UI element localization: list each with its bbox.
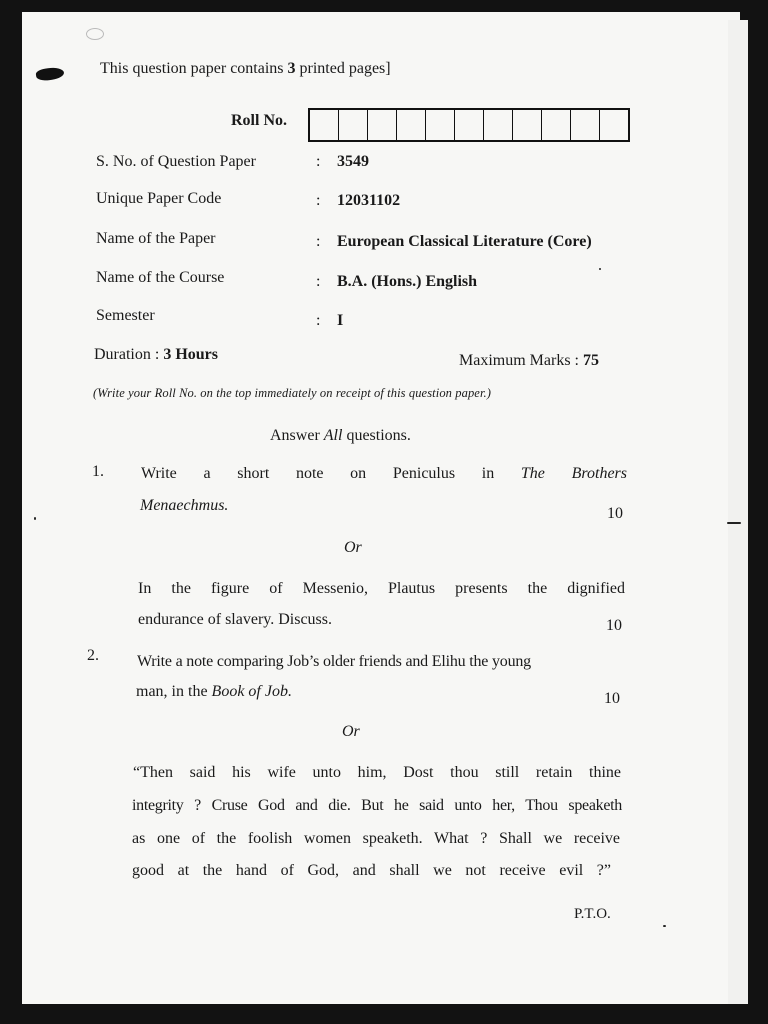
pages-count: 3 (287, 60, 296, 77)
maximum-marks-value: 75 (583, 352, 599, 369)
pages-statement (100, 60, 391, 78)
meta-label-paper-code: Unique Paper Code (96, 190, 222, 207)
question-2a-title: Book of Job. (211, 683, 292, 700)
roll-no-box[interactable] (484, 110, 513, 140)
question-1a-line-2: Menaechmus. (140, 497, 229, 514)
pages-statement-post: printed pages] (299, 60, 391, 77)
question-2b-line-1: “Then said his wife unto him, Dost thou still retain thine (133, 764, 621, 781)
speck (599, 268, 601, 270)
roll-no-box[interactable] (368, 110, 397, 140)
meta-value-paper-code: 12031102 (337, 192, 401, 209)
roll-no-box[interactable] (426, 110, 455, 140)
question-2b-line-3: as one of the foolish women speaketh. What ? Shall we receive (132, 830, 620, 847)
question-2a-text: man, in the (136, 683, 208, 700)
page-edge (728, 20, 748, 1004)
answer-all-pre: Answer (270, 427, 320, 444)
pages-statement-pre: This question paper contains (100, 60, 284, 77)
maximum-marks-label: Maximum Marks : (459, 352, 579, 369)
answer-all-post: questions. (346, 427, 411, 444)
question-1a-marks: 10 (607, 505, 623, 522)
roll-no-boxes[interactable] (308, 108, 630, 142)
question-2a-marks: 10 (604, 690, 620, 707)
meta-value-serial: 3549 (337, 153, 369, 170)
roll-no-label: Roll No. (231, 112, 287, 129)
question-2-number: 2. (87, 647, 99, 664)
speck (34, 517, 36, 520)
question-1b-line-2: endurance of slavery. Discuss. (138, 611, 333, 628)
roll-no-box[interactable] (455, 110, 484, 140)
maximum-marks (459, 352, 599, 370)
roll-no-box[interactable] (571, 110, 600, 140)
question-1b-line-1: In the figure of Messenio, Plautus presents the dignified (138, 580, 625, 597)
meta-colon: : (316, 233, 321, 250)
meta-label-serial: S. No. of Question Paper (96, 153, 256, 170)
meta-colon: : (316, 192, 321, 209)
meta-colon: : (316, 273, 321, 290)
roll-no-box[interactable] (542, 110, 571, 140)
roll-no-box[interactable] (397, 110, 426, 140)
question-2a-line-2 (136, 683, 292, 701)
roll-no-box[interactable] (310, 110, 339, 140)
punch-hole-mark (86, 28, 104, 40)
meta-value-paper-name: European Classical Literature (Core) (337, 233, 592, 250)
question-1a-line-1 (141, 465, 627, 483)
speck (663, 925, 666, 927)
question-2b-line-4: good at the hand of God, and shall we not receive evil ?” (132, 862, 611, 879)
duration-label: Duration : (94, 346, 160, 363)
question-1a-text: Write a short note on Peniculus in (141, 465, 495, 482)
roll-no-box[interactable] (513, 110, 542, 140)
question-1a-title: The Brothers (520, 465, 627, 482)
roll-no-box[interactable] (339, 110, 368, 140)
answer-all-instruction (270, 427, 411, 445)
question-2a-line-1: Write a note comparing Job’s older friends and Elihu the young (137, 653, 531, 670)
question-1-number: 1. (92, 463, 104, 480)
page-crease (727, 522, 741, 524)
or-separator-2: Or (342, 723, 360, 740)
meta-label-paper-name: Name of the Paper (96, 230, 216, 247)
question-1b-marks: 10 (606, 617, 622, 634)
meta-colon: : (316, 312, 321, 329)
question-2b-line-2: integrity ? Cruse God and die. But he said unto her, Thou speaketh (132, 797, 622, 814)
roll-no-instruction: (Write your Roll No. on the top immediately on receipt of this question paper.) (93, 386, 492, 400)
meta-label-semester: Semester (96, 307, 155, 324)
duration-value: 3 Hours (163, 346, 218, 363)
meta-colon: : (316, 153, 321, 170)
meta-value-semester: I (337, 312, 344, 329)
meta-label-course: Name of the Course (96, 269, 225, 286)
meta-value-course: B.A. (Hons.) English (337, 273, 478, 290)
roll-no-box[interactable] (600, 110, 628, 140)
duration (94, 346, 218, 364)
answer-all-emph: All (323, 427, 343, 444)
or-separator-1: Or (344, 539, 362, 556)
please-turn-over: P.T.O. (574, 906, 611, 922)
